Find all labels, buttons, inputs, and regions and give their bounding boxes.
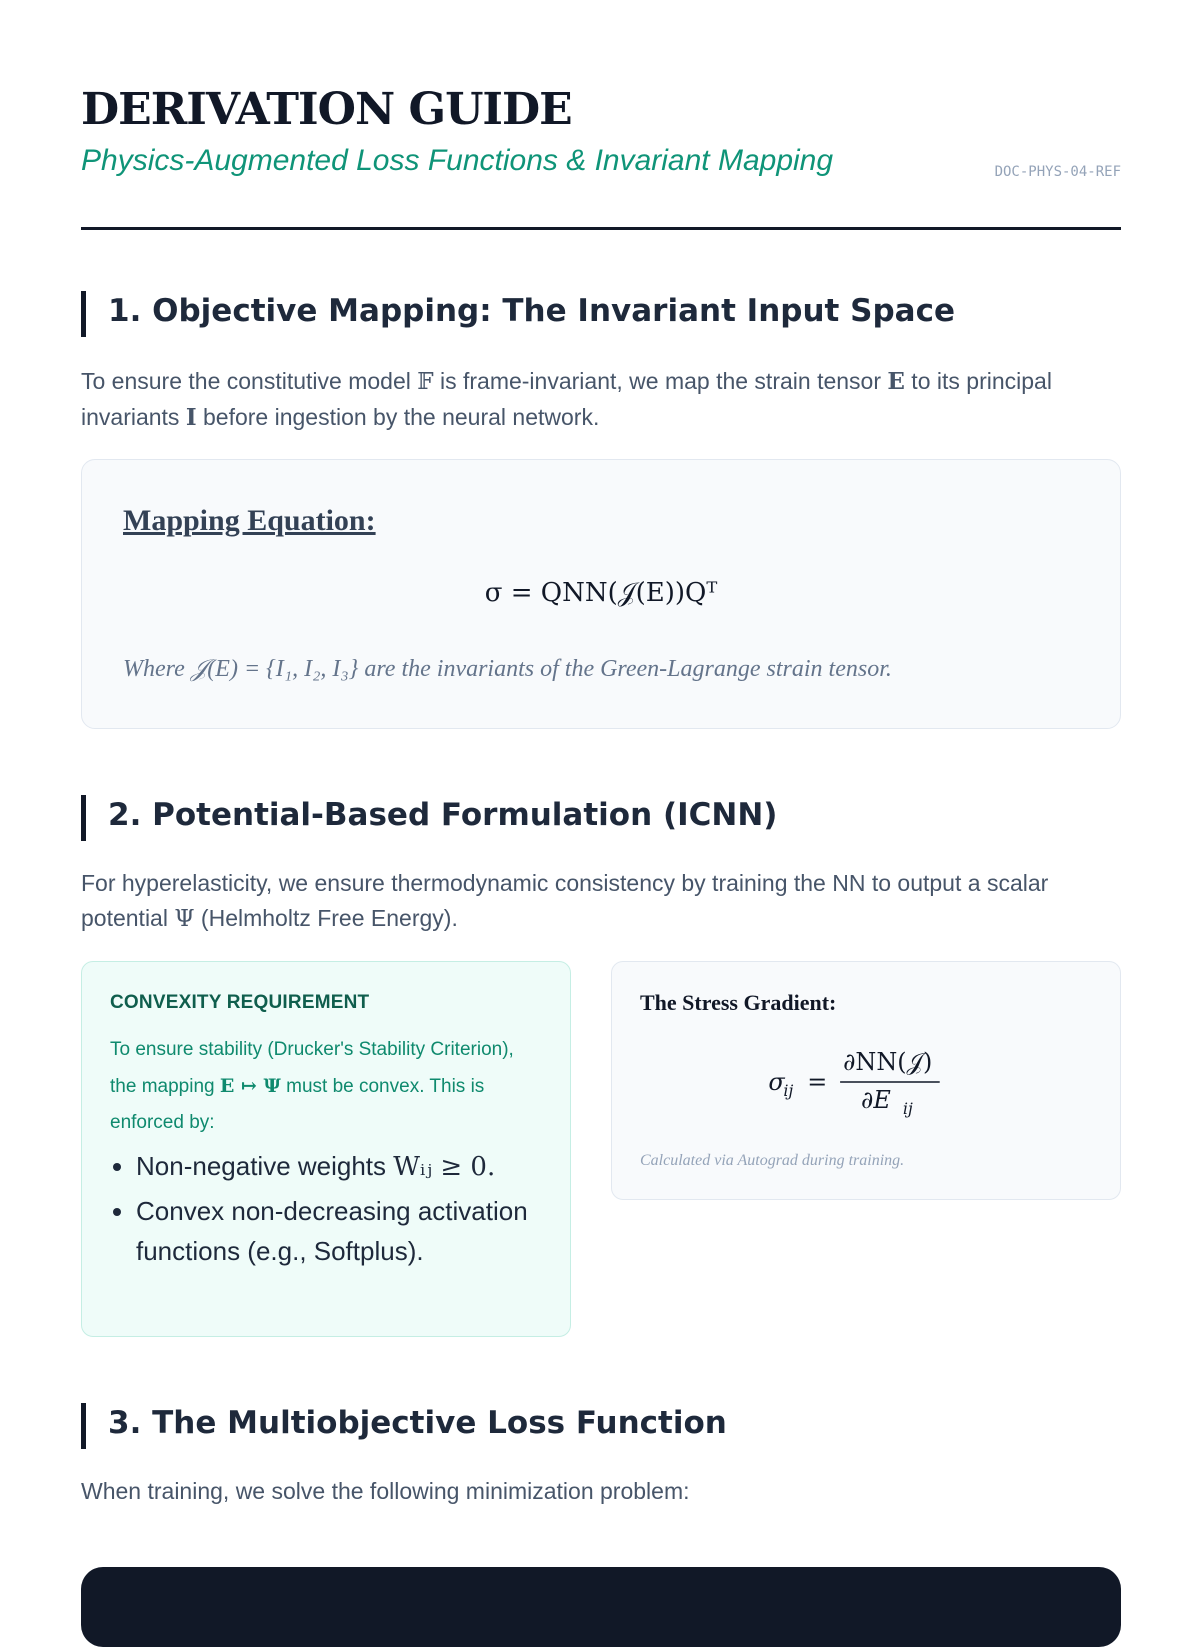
text-run: (Helmholtz Free Energy). — [194, 905, 458, 931]
convexity-list — [110, 1146, 586, 1275]
eq-equals: = — [807, 1067, 828, 1096]
stress-gradient-note: Calculated via Autograd during training. — [640, 1152, 905, 1169]
section-accent-bar — [81, 1403, 86, 1449]
eq-denominator: ∂E — [861, 1085, 891, 1114]
document-page — [81, 0, 1121, 1600]
text-run: To ensure the constitutive model — [81, 368, 418, 394]
mapping-equation: σ = QNN(𝒥(E))Qᵀ — [484, 578, 718, 608]
text-run: is frame-invariant, we map the strain tensor — [433, 368, 888, 394]
psi-symbol: Ψ — [174, 906, 195, 932]
header-divider — [81, 227, 1121, 230]
eq-numerator: ∂NN(𝒥) — [843, 1048, 933, 1077]
convexity-text — [110, 1032, 530, 1141]
text-run: To ensure stability (Drucker's Stability Criterion), the mapping — [110, 1039, 514, 1097]
section-3-paragraph: When training, we solve the following minimization problem: — [81, 1478, 690, 1504]
section-1-paragraph — [81, 364, 1091, 435]
mapping-equation-label: Mapping Equation: — [123, 504, 376, 537]
list-item-text: Non-negative weights — [136, 1151, 394, 1181]
section-2-paragraph — [81, 866, 1091, 937]
section-2-title: 2. Potential-Based Formulation (ICNN) — [108, 797, 778, 833]
mapping-equation-note: Where 𝒥(E) = {I₁, I₂, I₃} are the invariants of the Green-Lagrange strain tensor. — [123, 656, 892, 682]
text-run: For hyperelasticity, we ensure thermodynamic consistency by training the NN to output a scalar potential — [81, 870, 1049, 931]
page-subtitle: Physics-Augmented Loss Functions & Invariant Mapping — [81, 144, 834, 177]
section-accent-bar — [81, 795, 86, 841]
text-run: to its principal invariants — [81, 368, 1052, 430]
section-3-title: 3. The Multiobjective Loss Function — [108, 1405, 727, 1441]
invariant-symbol: I — [185, 404, 197, 431]
loss-equation-block — [81, 1567, 1121, 1647]
list-item — [136, 1191, 586, 1271]
stress-gradient-equation — [612, 1042, 1120, 1122]
model-symbol: 𝔽 — [417, 369, 434, 395]
document-id: DOC-PHYS-04-REF — [994, 164, 1121, 180]
section-1-title: 1. Objective Mapping: The Invariant Input Space — [108, 293, 955, 329]
convexity-heading: CONVEXITY REQUIREMENT — [110, 992, 370, 1013]
convexity-callout — [81, 961, 571, 1337]
text-run: must be convex. This is enforced by: — [110, 1076, 485, 1133]
eq-denominator-sub: ij — [902, 1098, 913, 1118]
eq-lhs: σ — [768, 1067, 785, 1096]
page-title: DERIVATION GUIDE — [81, 84, 572, 135]
strain-symbol: E — [887, 368, 905, 395]
stress-gradient-box — [611, 961, 1121, 1200]
text-run: before ingestion by the neural network. — [196, 404, 600, 430]
list-item — [136, 1146, 586, 1187]
section-accent-bar — [81, 291, 86, 337]
stress-gradient-label: The Stress Gradient: — [640, 990, 837, 1015]
mapping-equation-box — [81, 459, 1121, 729]
eq-lhs-sub: ij — [783, 1080, 794, 1100]
mapping-symbol: E ↦ Ψ — [219, 1075, 281, 1097]
list-item-text: Convex non-decreasing activation functions (e.g., Softplus). — [136, 1196, 528, 1266]
weights-inequality: Wᵢⱼ ≥ 0. — [393, 1152, 496, 1182]
